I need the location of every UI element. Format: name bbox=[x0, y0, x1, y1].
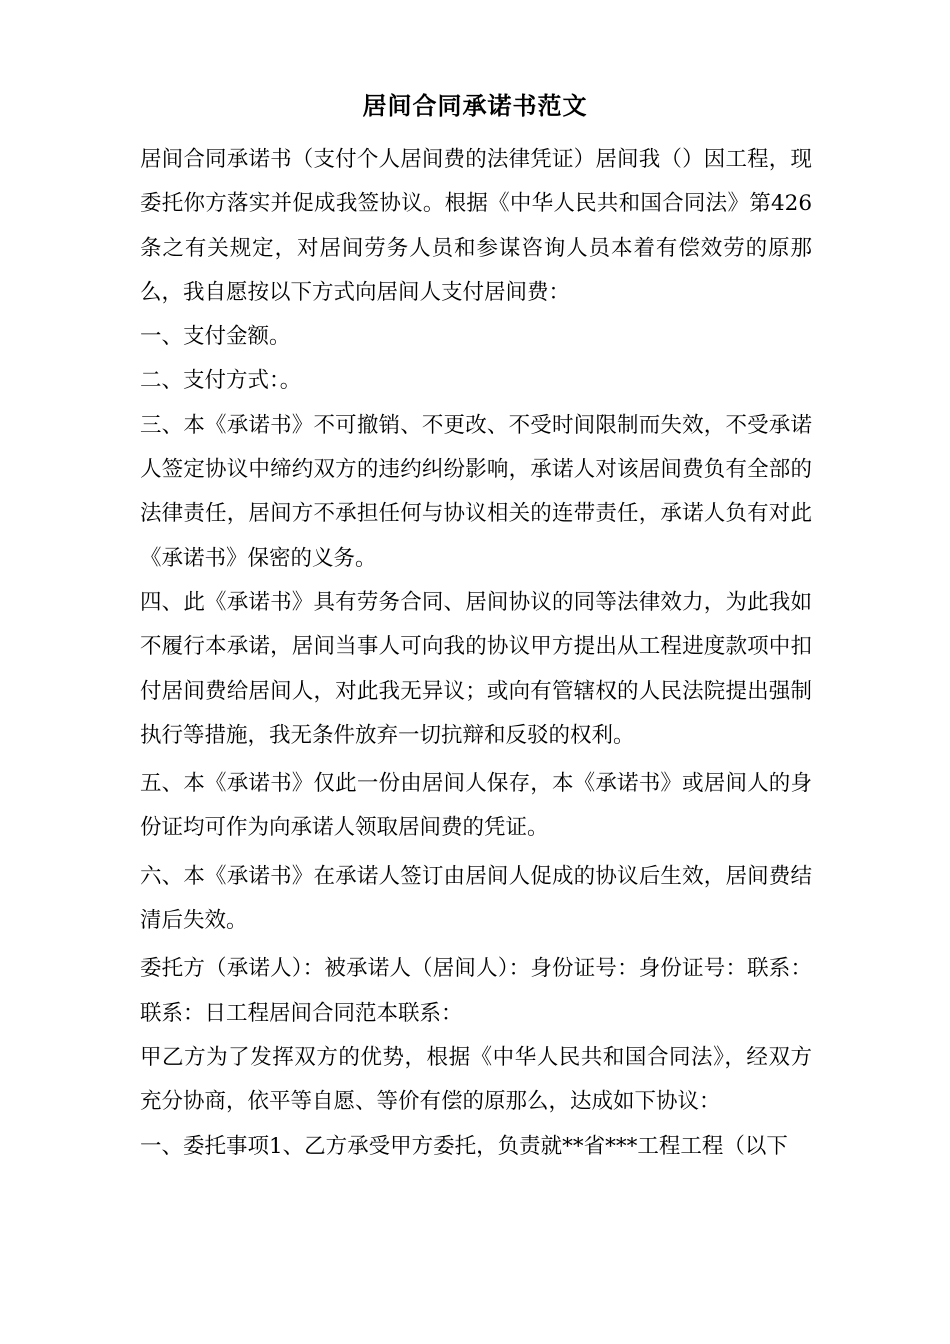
clause-2-method: 二、支付方式：。 bbox=[140, 368, 302, 394]
clause-1-amount: 一、支付金额。 bbox=[140, 324, 291, 350]
contract-preamble: 甲乙方为了发挥双方的优势，根据《中华人民共和国合同法》，经双方充分协商，依平等自愿、等价有偿的原那么，达成如下协议： bbox=[140, 1044, 812, 1115]
signature-block: 委托方（承诺人）：被承诺人（居间人）：身份证号：身份证号：联系：联系：日工程居间合同范本联系： bbox=[140, 956, 812, 1026]
document-title: 居间合同承诺书范文 bbox=[362, 91, 588, 120]
document-body bbox=[140, 138, 812, 1169]
contract-clause-1: 一、委托事项1、乙方承受甲方委托，负责就**省***工程工程（以下 bbox=[140, 1133, 788, 1159]
clause-4-legal-effect: 四、此《承诺书》具有劳务合同、居间协议的同等法律效力，为此我如不履行本承诺，居间当事人可向我的协议甲方提出从工程进度款项中扣付居间费给居间人，对此我无异议；或向有管辖权的人民法院提出强制执行等措施，我无条件放弃一切抗辩和反驳的权利。 bbox=[140, 589, 812, 748]
clause-3-irrevocable: 三、本《承诺书》不可撤销、不更改、不受时间限制而失效，不受承诺人签定协议中缔约双方的违约纠纷影响，承诺人对该居间费负有全部的法律责任，居间方不承担任何与协议相关的连带责任，承诺人负有对此《承诺书》保密的义务。 bbox=[140, 412, 812, 571]
clause-6-validity: 六、本《承诺书》在承诺人签订由居间人促成的协议后生效，居间费结清后失效。 bbox=[140, 863, 812, 934]
intro-paragraph: 居间合同承诺书（支付个人居间费的法律凭证）居间我（）因工程，现委托你方落实并促成我签协议。根据《中华人民共和国合同法》第426条之有关规定，对居间劳务人员和参谋咨询人员本着有偿效劳的原那么，我自愿按以下方式向居间人支付居间费： bbox=[140, 147, 812, 305]
clause-5-custody: 五、本《承诺书》仅此一份由居间人保存，本《承诺书》或居间人的身份证均可作为向承诺人领取居间费的凭证。 bbox=[140, 771, 812, 841]
